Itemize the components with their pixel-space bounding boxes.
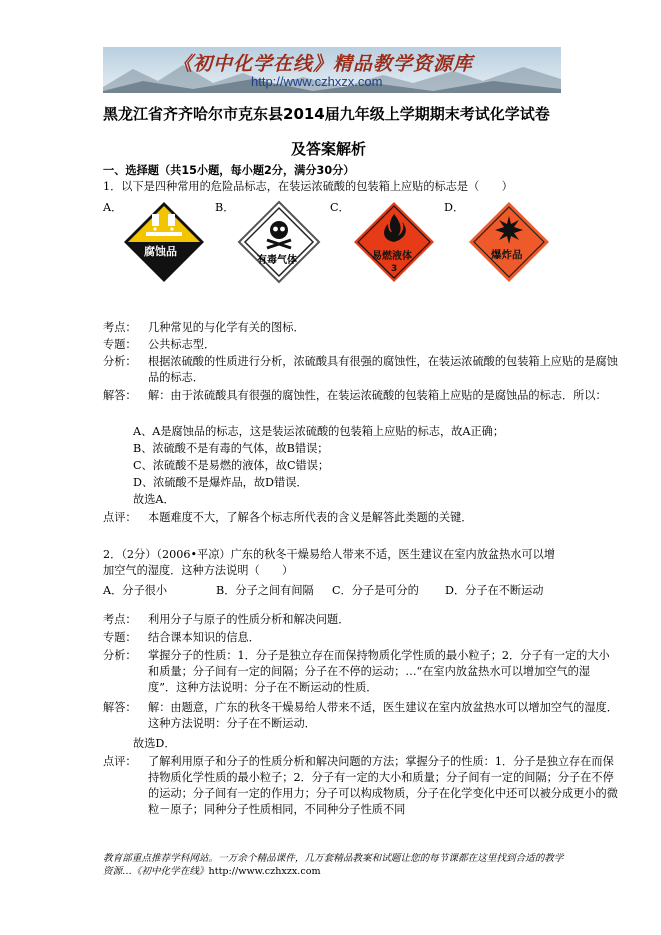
footer-url[interactable]: http://www.czhxzx.com	[208, 866, 321, 877]
q1-dianping	[103, 510, 618, 526]
q1-zhuanti-text: 公共标志型．	[148, 338, 216, 351]
q1-item-b: B、浓硫酸不是有毒的气体，故B错误；	[133, 442, 329, 455]
page-footer	[103, 852, 568, 878]
q2-fenxi	[103, 648, 618, 696]
question-2-stem-line2: 加空气的湿度．这种方法说明（ ）	[103, 564, 294, 577]
explosive-sign-icon	[467, 200, 551, 284]
toxic-gas-sign-icon	[237, 200, 321, 284]
q2-dianping-label: 点评：	[103, 755, 137, 768]
question-1-stem: 1．以下是四种常用的危险品标志，在装运浓硫酸的包装箱上应贴的标志是（ ）	[103, 180, 513, 193]
q1-jieda-text: 解：由于浓硫酸具有很强的腐蚀性，在装运浓硫酸的包装箱上应贴的是腐蚀品的标志．所以：	[148, 389, 607, 402]
q2-jieda	[103, 700, 618, 732]
option-a-label: A．	[103, 201, 123, 214]
q1-item-a: A、A是腐蚀品的标志，这是装运浓硫酸的包装箱上应贴的标志，故A正确；	[133, 425, 505, 438]
q2-jieda-text: 解：由题意，广东的秋冬干燥易给人带来不适，医生建议在室内放盆热水可以增加空气的湿度．这种方法说明：分子在不断运动．	[148, 701, 618, 730]
header-banner	[103, 47, 561, 93]
option-d-label: D．	[444, 201, 465, 214]
q1-dianping-text: 本题难度不大，了解各个标志所代表的含义是解答此类题的关键．	[148, 511, 473, 524]
q1-zhuanti-label: 专题：	[103, 338, 137, 351]
q2-kaodian	[103, 612, 618, 628]
q1-fenxi-text: 根据浓硫酸的性质进行分析，浓硫酸具有很强的腐蚀性，在装运浓硫酸的包装箱上应贴的是腐蚀品的标志．	[148, 355, 618, 384]
q1-jieda-label: 解答：	[103, 389, 137, 402]
flammable-sign-label: 易燃液体	[372, 251, 412, 262]
q2-zhuanti-text: 结合课本知识的信息．	[148, 631, 260, 644]
flammable-liquid-sign-icon	[352, 200, 436, 284]
q1-kaodian-label: 考点：	[103, 321, 137, 334]
q2-dianping-text: 了解利用原子和分子的性质分析和解决问题的方法；掌握分子的性质：1．分子是独立存在而保持物质化学性质的最小粒子；2．分子有一定的大小和质量；分子间有一定的间隔；分子在不停的运动；分子间有一定的作用力；分子可以构成物质，分子在化学变化中还可以被分成更小的微粒－原子；同种分子性质相同，不同种分子性质不同	[148, 755, 618, 816]
q1-kaodian-text: 几种常见的与化学有关的图标．	[148, 321, 305, 334]
q1-dianping-label: 点评：	[103, 511, 137, 524]
page-title-line2: 及答案解析	[291, 140, 367, 158]
explosive-sign-label: 爆炸品	[491, 249, 523, 261]
q1-item-d: D、浓硫酸不是爆炸品，故D错误．	[133, 476, 308, 489]
banner-url[interactable]: http://www.czhxzx.com	[251, 74, 383, 89]
corrosive-sign-icon	[122, 200, 206, 284]
q2-dianping	[103, 754, 618, 818]
q2-option-a: A．分子很小	[103, 584, 168, 597]
corrosive-sign-label: 腐蚀品	[144, 245, 177, 258]
q2-fenxi-text: 掌握分子的性质：1．分子是独立存在而保持物质化学性质的最小粒子；2．分子有一定的大小和质量；分子间有一定的间隔；分子在不停的运动；…“在室内放盆热水可以增加空气的湿度”．这种方法说明：分子在不断运动的性质．	[148, 649, 610, 694]
q2-option-d: D．分子在不断运动	[445, 584, 544, 597]
q2-option-c: C．分子是可分的	[332, 584, 419, 597]
flammable-sign-class: 3	[391, 264, 398, 274]
footer-text: 教育部重点推荐学科网站。一万余个精品课件，几万套精品教案和试题让您的每节课都在这里找到合适的教学资源…《初中化学在线》	[103, 853, 564, 877]
toxic-gas-sign-label: 有毒气体	[257, 255, 297, 266]
q1-zhuanti	[103, 337, 618, 353]
q2-jieda-label: 解答：	[103, 701, 137, 714]
banner-title: 《初中化学在线》精品教学资源库	[173, 53, 474, 75]
question-2-stem: 2．（2分）（2006•平凉）广东的秋冬干燥易给人带来不适，医生建议在室内放盆热水可以增	[103, 548, 556, 561]
q2-kaodian-label: 考点：	[103, 613, 137, 626]
q1-fenxi-label: 分析：	[103, 355, 137, 368]
option-b-label: B．	[215, 201, 235, 214]
q2-zhuanti	[103, 630, 618, 646]
q2-answer: 故选D．	[133, 737, 176, 750]
option-c-label: C．	[330, 201, 350, 214]
q2-fenxi-label: 分析：	[103, 649, 137, 662]
q1-item-c: C、浓硫酸不是易燃的液体，故C错误；	[133, 459, 330, 472]
q2-option-b: B．分子之间有间隔	[216, 584, 314, 597]
q1-fenxi	[103, 354, 618, 386]
q2-zhuanti-label: 专题：	[103, 631, 137, 644]
q2-kaodian-text: 利用分子与原子的性质分析和解决问题．	[148, 613, 350, 626]
section-heading: 一、选择题（共15小题，每小题2分，满分30分）	[103, 164, 355, 177]
q1-jieda	[103, 388, 618, 404]
q1-answer: 故选A．	[133, 493, 175, 506]
q1-kaodian	[103, 320, 618, 336]
page-title: 黑龙江省齐齐哈尔市克东县2014届九年级上学期期末考试化学试卷	[103, 105, 550, 123]
